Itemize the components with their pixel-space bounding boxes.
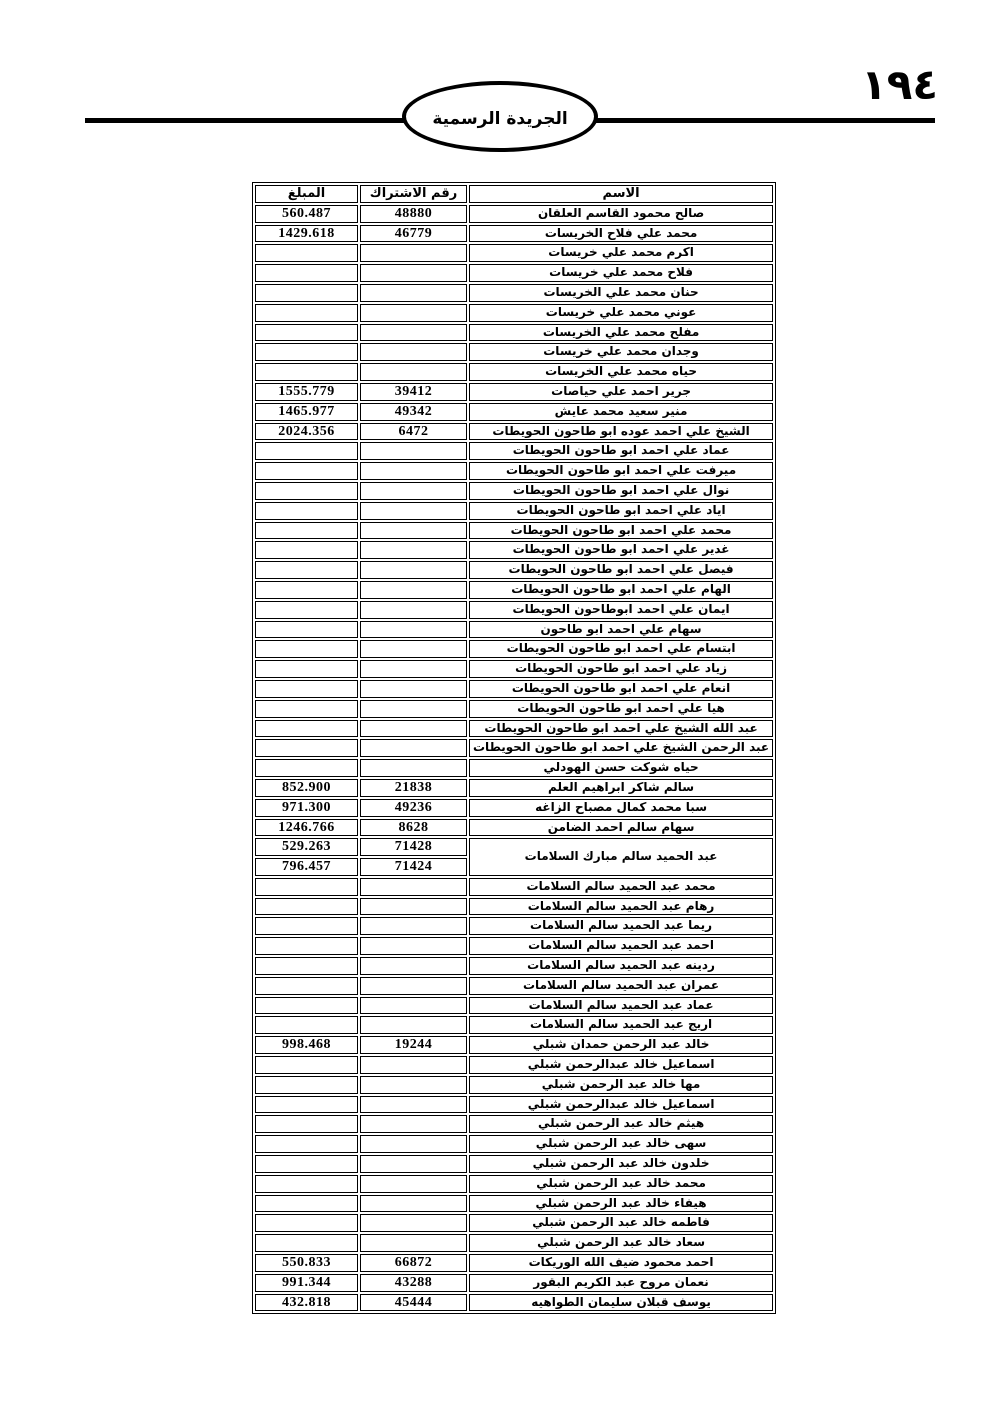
subscription-cell: 21838 [360,779,467,797]
subscription-cell [360,324,467,342]
name-cell: محمد علي فلاح الخريسات [469,225,773,243]
name-cell: وجدان محمد علي خريسات [469,343,773,361]
table-row [255,898,773,916]
name-cell: خالد عبد الرحمن حمدان شبلي [469,1036,773,1054]
amount-cell: 1429.618 [255,225,358,243]
amount-cell [255,621,358,639]
subscription-cell [360,640,467,658]
amount-cell [255,917,358,935]
subscription-cell [360,1234,467,1252]
header-row [255,185,773,203]
table-row [255,660,773,678]
amount-cell [255,957,358,975]
name-cell: عوني محمد علي خريسات [469,304,773,322]
amount-cell [255,1234,358,1252]
subscriber-table-body [255,205,773,1312]
subscription-cell: 46779 [360,225,467,243]
subscription-cell [360,244,467,262]
name-cell: صالح محمود القاسم العلقان [469,205,773,223]
amount-cell [255,601,358,619]
amount-cell: 1555.779 [255,383,358,401]
amount-cell [255,1056,358,1074]
subscription-cell [360,522,467,540]
name-cell: ردينه عبد الحميد سالم السلامات [469,957,773,975]
name-cell: محمد عبد الحميد سالم السلامات [469,878,773,896]
name-cell: غدير علي احمد ابو طاحون الحويطات [469,541,773,559]
table-row [255,324,773,342]
subscription-cell: 48880 [360,205,467,223]
amount-cell [255,997,358,1015]
table-row [255,1135,773,1153]
table-row [255,423,773,441]
name-cell: فيصل علي احمد ابو طاحون الحويطات [469,561,773,579]
table-row [255,977,773,995]
name-cell: هيا علي احمد ابو طاحون الحويطات [469,700,773,718]
subscription-cell [360,1016,467,1034]
name-cell: محمد علي احمد ابو طاحون الحويطات [469,522,773,540]
amount-cell: 796.457 [255,858,358,876]
subscription-cell [360,1115,467,1133]
table-row [255,363,773,381]
subscription-cell [360,997,467,1015]
table-row [255,1214,773,1232]
amount-cell [255,363,358,381]
table-row [255,779,773,797]
table-row [255,502,773,520]
name-cell: فلاح محمد علي خريسات [469,264,773,282]
amount-cell [255,977,358,995]
name-cell: نوال علي احمد ابو طاحون الحويطات [469,482,773,500]
table-row [255,1234,773,1252]
subscription-cell [360,937,467,955]
name-cell: هيفاء خالد عبد الرحمن شبلي [469,1195,773,1213]
amount-cell [255,442,358,460]
name-cell: الهام علي احمد ابو طاحون الحويطات [469,581,773,599]
amount-cell [255,462,358,480]
table-row [255,541,773,559]
name-cell: مفلح محمد علي الخريسات [469,324,773,342]
amount-cell [255,324,358,342]
subscription-cell [360,1076,467,1094]
table-row [255,621,773,639]
table-row [255,739,773,757]
gazette-banner-ellipse [402,81,598,152]
subscription-cell: 8628 [360,819,467,837]
subscription-cell [360,462,467,480]
name-cell: زياد علي احمد ابو طاحون الحويطات [469,660,773,678]
column-header-name: الاسم [469,185,773,203]
amount-cell [255,1115,358,1133]
amount-cell: 432.818 [255,1294,358,1312]
name-cell: عبد الحميد سالم مبارك السلامات [469,838,773,876]
subscription-cell [360,621,467,639]
amount-cell [255,1076,358,1094]
name-cell: الشيخ علي احمد عوده ابو طاحون الحويطات [469,423,773,441]
table-row [255,799,773,817]
amount-cell [255,660,358,678]
subscription-cell [360,700,467,718]
amount-cell [255,304,358,322]
amount-cell: 991.344 [255,1274,358,1292]
column-header-amount: المبلغ [255,185,358,203]
subscription-cell [360,363,467,381]
subscription-cell [360,898,467,916]
subscription-cell [360,442,467,460]
name-cell: ريما عبد الحميد سالم السلامات [469,917,773,935]
amount-cell: 2024.356 [255,423,358,441]
subscription-cell [360,482,467,500]
amount-cell: 1246.766 [255,819,358,837]
name-cell: سهام سالم احمد الضامن [469,819,773,837]
subscription-cell [360,601,467,619]
table-row [255,937,773,955]
subscription-cell [360,720,467,738]
table-row [255,442,773,460]
amount-cell [255,759,358,777]
amount-cell [255,502,358,520]
subscription-cell [360,977,467,995]
subscription-cell: 71424 [360,858,467,876]
amount-cell: 852.900 [255,779,358,797]
amount-cell [255,244,358,262]
subscription-cell [360,1135,467,1153]
amount-cell [255,284,358,302]
name-cell: سهى خالد عبد الرحمن شبلي [469,1135,773,1153]
amount-cell: 550.833 [255,1254,358,1272]
name-cell: نعمان مروح عبد الكريم البقور [469,1274,773,1292]
table-row [255,343,773,361]
subscription-cell [360,878,467,896]
table-row [255,720,773,738]
table-row [255,1076,773,1094]
name-cell: سالم شاكر ابراهيم العلم [469,779,773,797]
name-cell: عبد الرحمن الشيخ علي احمد ابو طاحون الحويطات [469,739,773,757]
amount-cell [255,720,358,738]
table-row [255,680,773,698]
name-cell: حنان محمد علي الخريسات [469,284,773,302]
subscription-cell: 71428 [360,838,467,856]
table-row [255,759,773,777]
table-row [255,917,773,935]
amount-cell: 998.468 [255,1036,358,1054]
table-row [255,957,773,975]
subscription-cell [360,343,467,361]
table-row [255,1254,773,1272]
table-row [255,205,773,223]
table-row [255,1175,773,1193]
name-cell: اسماعيل خالد عبدالرحمن شبلي [469,1056,773,1074]
table-row [255,383,773,401]
table-row [255,225,773,243]
subscription-cell: 45444 [360,1294,467,1312]
subscription-cell: 49236 [360,799,467,817]
table-row [255,819,773,837]
amount-cell: 971.300 [255,799,358,817]
amount-cell [255,640,358,658]
table-row [255,1155,773,1173]
name-cell: جرير احمد علي حياصات [469,383,773,401]
name-cell: ميرفت علي احمد ابو طاحون الحويطات [469,462,773,480]
table-row [255,403,773,421]
subscription-cell [360,541,467,559]
table-row [255,1056,773,1074]
amount-cell [255,1135,358,1153]
amount-cell: 560.487 [255,205,358,223]
name-cell: سعاد خالد عبد الرحمن شبلي [469,1234,773,1252]
amount-cell [255,878,358,896]
name-cell: فاطمه خالد عبد الرحمن شبلي [469,1214,773,1232]
name-cell: حياه محمد علي الخريسات [469,363,773,381]
table-row [255,1195,773,1213]
subscription-cell [360,304,467,322]
name-cell: احمد محمود ضيف الله الوريكات [469,1254,773,1272]
name-cell: ابتسام علي احمد ابو طاحون الحويطات [469,640,773,658]
amount-cell [255,581,358,599]
subscription-cell [360,1195,467,1213]
amount-cell [255,541,358,559]
subscription-cell [360,739,467,757]
name-cell: عبد الله الشيخ علي احمد ابو طاحون الحويطات [469,720,773,738]
name-cell: عماد علي احمد ابو طاحون الحويطات [469,442,773,460]
table-row [255,522,773,540]
page-number: ١٩٤ [861,60,938,109]
amount-cell [255,1175,358,1193]
name-cell: اريج عبد الحميد سالم السلامات [469,1016,773,1034]
name-cell: اكرم محمد علي خريسات [469,244,773,262]
subscription-cell [360,680,467,698]
amount-cell [255,482,358,500]
subscription-cell: 66872 [360,1254,467,1272]
subscription-cell: 6472 [360,423,467,441]
name-cell: ايمان علي احمد ابوطاحون الحويطات [469,601,773,619]
subscription-cell [360,957,467,975]
table-row [255,581,773,599]
subscription-cell [360,759,467,777]
subscription-cell: 49342 [360,403,467,421]
amount-cell [255,700,358,718]
table-row [255,482,773,500]
table-row [255,244,773,262]
name-cell: محمد خالد عبد الرحمن شبلي [469,1175,773,1193]
table-row [255,700,773,718]
table-row [255,601,773,619]
table-row [255,1274,773,1292]
amount-cell [255,1155,358,1173]
table-row [255,640,773,658]
subscription-cell [360,264,467,282]
table-row [255,462,773,480]
name-cell: هيثم خالد عبد الرحمن شبلي [469,1115,773,1133]
subscription-cell [360,561,467,579]
name-cell: حياه شوكت حسن الهودلي [469,759,773,777]
name-cell: مها خالد عبد الرحمن شبلي [469,1076,773,1094]
table-row [255,304,773,322]
name-cell: اياد علي احمد ابو طاحون الحويطات [469,502,773,520]
amount-cell [255,522,358,540]
amount-cell [255,739,358,757]
amount-cell: 1465.977 [255,403,358,421]
name-cell: انعام علي احمد ابو طاحون الحويطات [469,680,773,698]
subscription-cell [360,917,467,935]
amount-cell [255,343,358,361]
table-row [255,1016,773,1034]
subscriber-table [252,182,776,1314]
amount-cell [255,937,358,955]
subscription-cell: 39412 [360,383,467,401]
amount-cell [255,1096,358,1114]
subscription-cell [360,1155,467,1173]
amount-cell [255,264,358,282]
subscription-cell [360,581,467,599]
name-cell: يوسف قبلان سليمان الطواهيه [469,1294,773,1312]
gazette-title: الجريدة الرسمية [432,108,568,129]
subscription-cell [360,1175,467,1193]
name-cell: سبا محمد كمال مصباح الزاغه [469,799,773,817]
table-row [255,561,773,579]
subscription-cell: 43288 [360,1274,467,1292]
amount-cell [255,561,358,579]
amount-cell [255,898,358,916]
amount-cell [255,1016,358,1034]
subscription-cell [360,284,467,302]
subscription-cell [360,502,467,520]
amount-cell: 529.263 [255,838,358,856]
subscription-cell: 19244 [360,1036,467,1054]
subscription-cell [360,1056,467,1074]
name-cell: عماد عبد الحميد سالم السلامات [469,997,773,1015]
name-cell: خلدون خالد عبد الرحمن شبلي [469,1155,773,1173]
amount-cell [255,680,358,698]
table-row [255,264,773,282]
name-cell: سهام علي احمد ابو طاحون [469,621,773,639]
table-row [255,1294,773,1312]
subscription-cell [360,660,467,678]
amount-cell [255,1195,358,1213]
table-row [255,878,773,896]
subscription-cell [360,1214,467,1232]
subscriber-table-head [255,185,773,203]
table-row [255,1115,773,1133]
name-cell: منير سعيد محمد عايش [469,403,773,421]
subscription-cell [360,1096,467,1114]
name-cell: عمران عبد الحميد سالم السلامات [469,977,773,995]
name-cell: رهام عبد الحميد سالم السلامات [469,898,773,916]
amount-cell [255,1214,358,1232]
table-row [255,838,773,856]
table-row [255,284,773,302]
table-row [255,997,773,1015]
name-cell: احمد عبد الحميد سالم السلامات [469,937,773,955]
table-row [255,1036,773,1054]
name-cell: اسماعيل خالد عبدالرحمن شبلي [469,1096,773,1114]
column-header-subscription: رقم الاشتراك [360,185,467,203]
table-row [255,1096,773,1114]
